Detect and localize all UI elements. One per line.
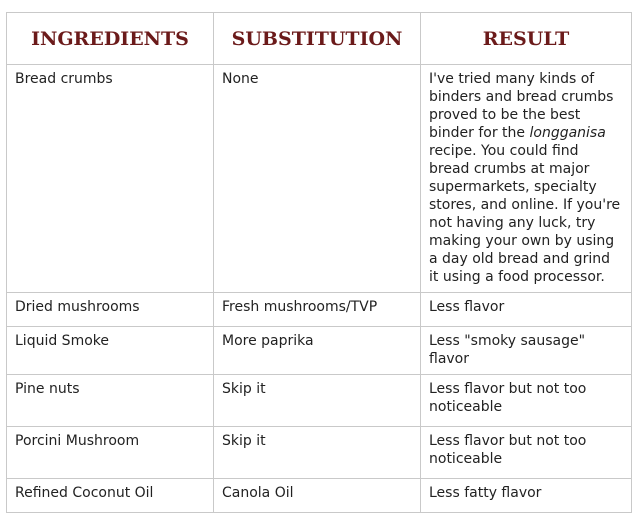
table-row: [7, 293, 632, 327]
table-row: [7, 479, 632, 513]
table-row: [7, 327, 632, 375]
result-cell: Less flavor but not too noticeable: [421, 427, 632, 479]
substitution-cell: Fresh mushrooms/TVP: [214, 293, 421, 327]
table-row: [7, 427, 632, 479]
ingredient-cell: Pine nuts: [7, 375, 214, 427]
result-cell: Less fatty flavor: [421, 479, 632, 513]
table-row: [7, 65, 632, 293]
header-result: RESULT: [421, 13, 632, 65]
ingredient-cell: Liquid Smoke: [7, 327, 214, 375]
result-emphasis: longganisa: [529, 125, 606, 141]
header-substitution: SUBSTITUTION: [214, 13, 421, 65]
substitution-cell: Skip it: [214, 375, 421, 427]
ingredient-cell: Porcini Mushroom: [7, 427, 214, 479]
header-ingredients: INGREDIENTS: [7, 13, 214, 65]
result-cell: Less flavor: [421, 293, 632, 327]
substitution-cell: Canola Oil: [214, 479, 421, 513]
ingredient-cell: Refined Coconut Oil: [7, 479, 214, 513]
result-text-part: I've tried many kinds of binders and bread crumbs proved to be the best binder for the: [429, 71, 614, 141]
table-row: [7, 375, 632, 427]
result-cell: [421, 65, 632, 293]
result-cell: Less "smoky sausage" flavor: [421, 327, 632, 375]
substitution-cell: None: [214, 65, 421, 293]
result-text-part: recipe. You could find bread crumbs at major supermarkets, specialty stores, and online. If you're not having any luck, try making your own by using a day old bread and grind it using a food processor.: [429, 143, 621, 285]
substitution-table: [6, 12, 632, 513]
ingredient-cell: Dried mushrooms: [7, 293, 214, 327]
substitution-cell: Skip it: [214, 427, 421, 479]
result-cell: Less flavor but not too noticeable: [421, 375, 632, 427]
ingredient-cell: Bread crumbs: [7, 65, 214, 293]
substitution-cell: More paprika: [214, 327, 421, 375]
header-row: [7, 13, 632, 65]
